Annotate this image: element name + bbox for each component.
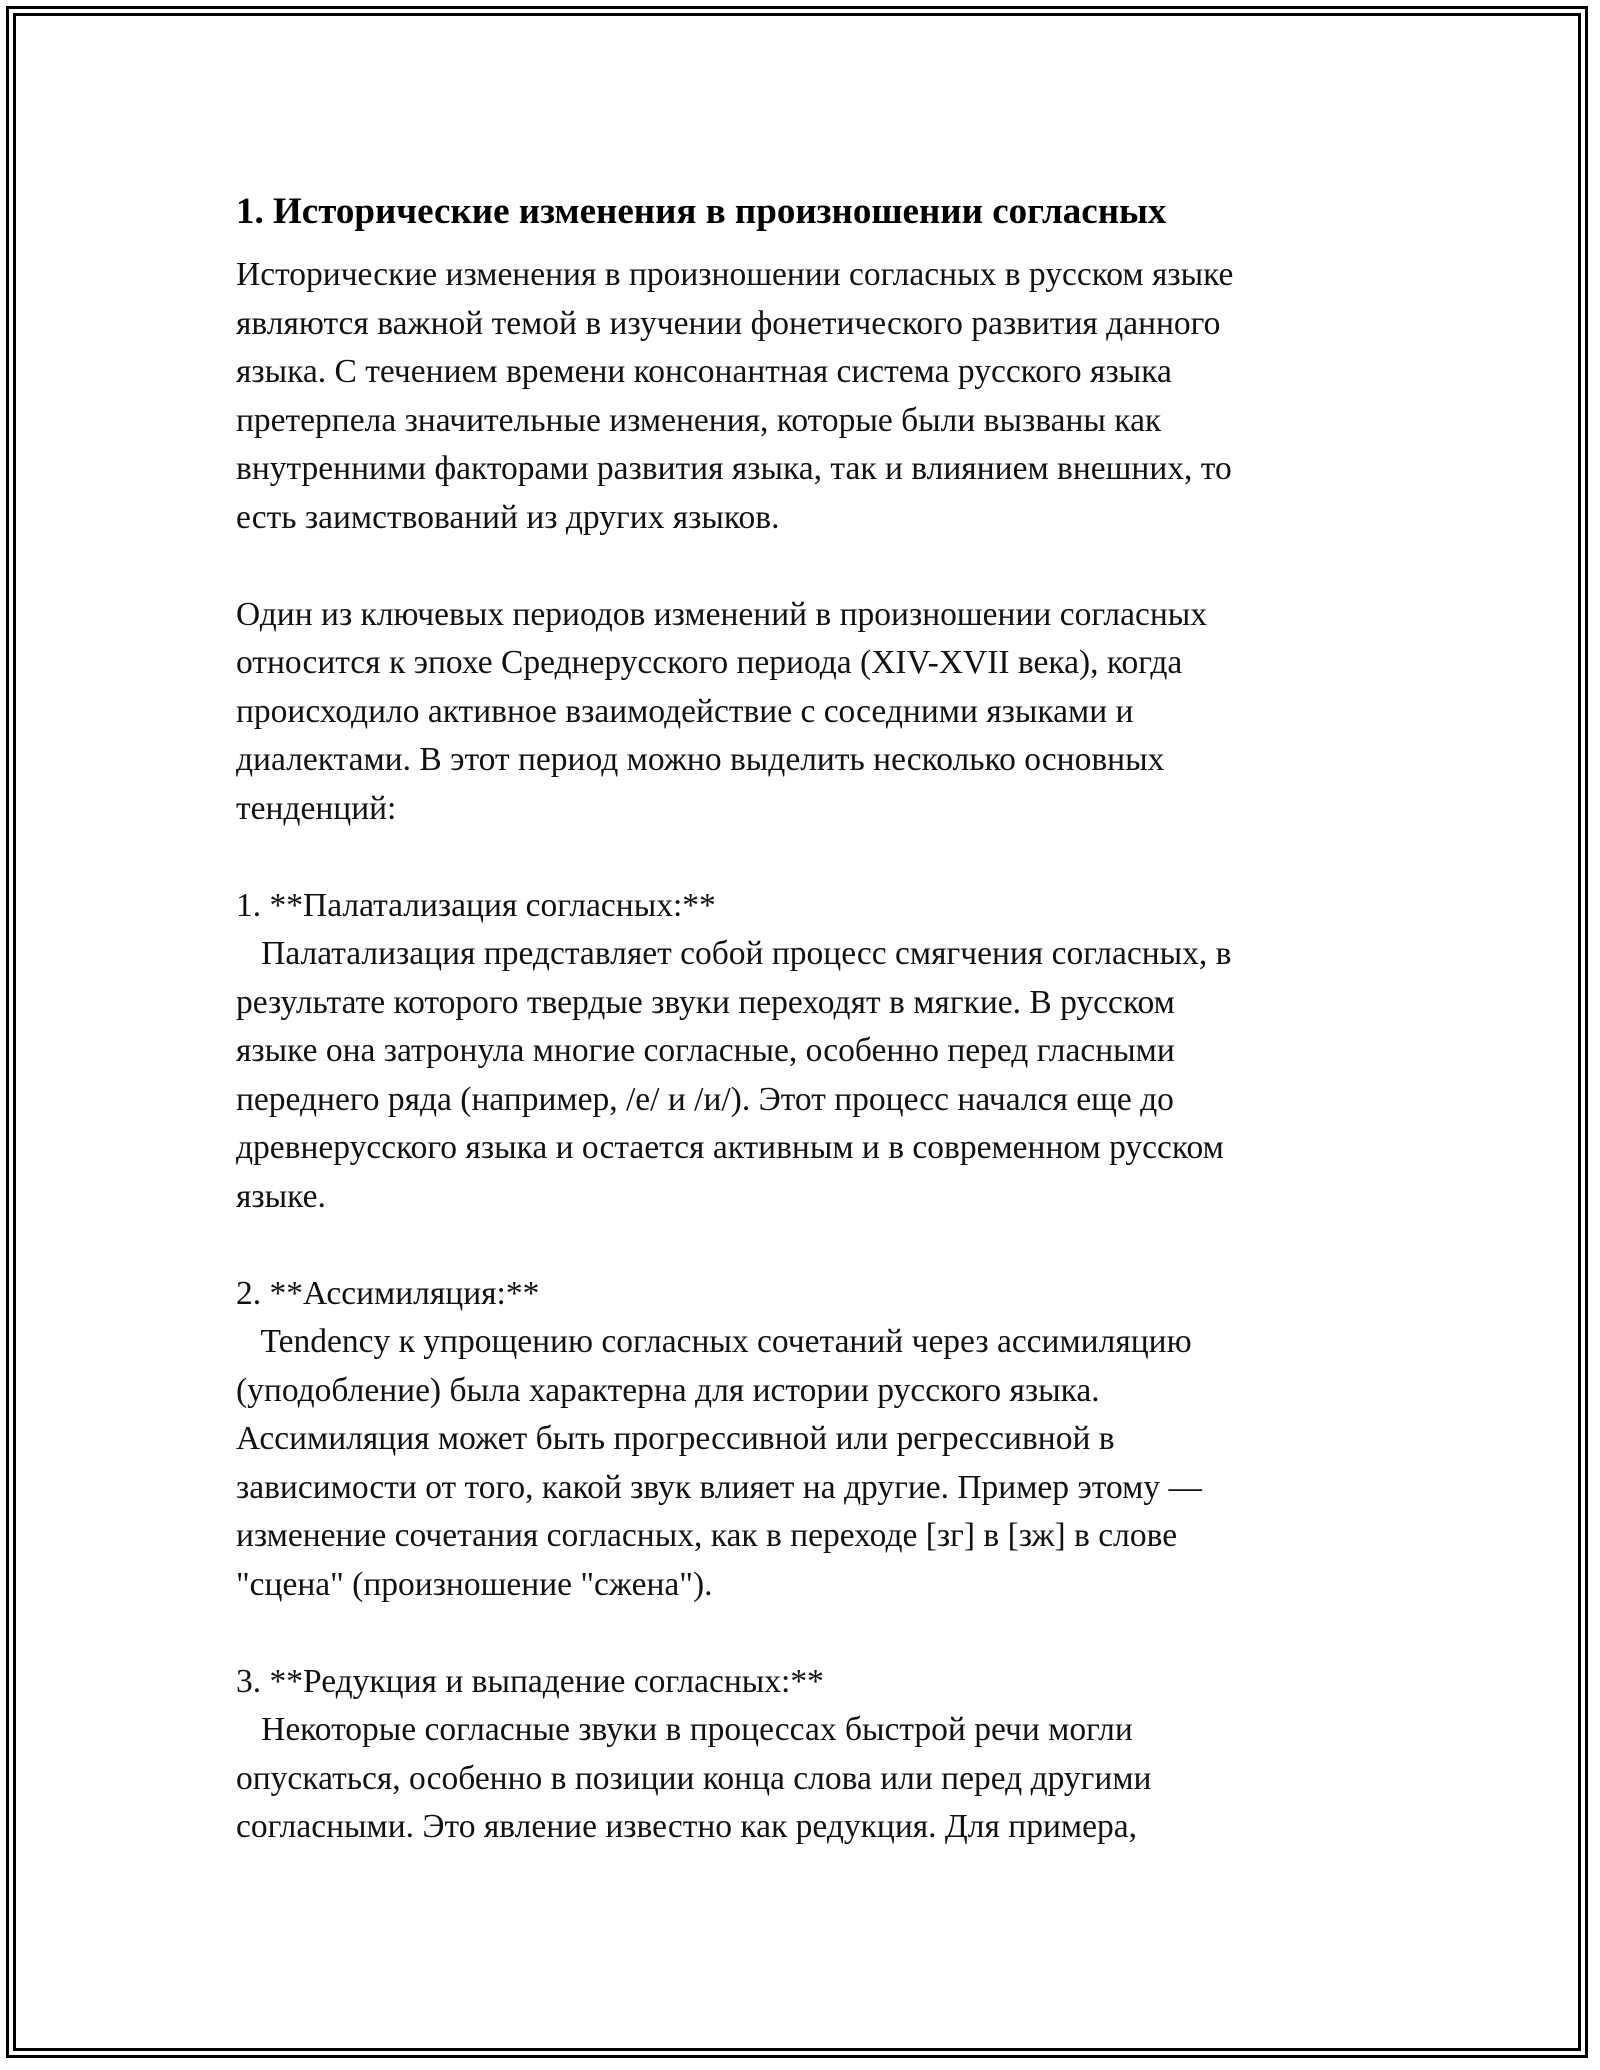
text-line: древнерусского языка и остается активным и в современном русском bbox=[236, 1129, 1224, 1166]
text-line: опускаться, особенно в позиции конца слова или перед другими bbox=[236, 1759, 1152, 1797]
list-item-title: 3. **Редукция и выпадение согласных:** bbox=[236, 1662, 824, 1700]
paragraph-gap bbox=[236, 833, 1366, 882]
list-item-body bbox=[236, 1318, 1366, 1609]
text-line: являются важной темой в изучении фонетического развития данного bbox=[236, 304, 1221, 342]
document-page bbox=[236, 188, 1366, 1852]
text-line: Один из ключевых периодов изменений в произношении согласных bbox=[236, 595, 1208, 633]
text-line: языке она затронула многие согласные, особенно перед гласными bbox=[236, 1032, 1175, 1069]
list-item-reduction bbox=[236, 1658, 1366, 1852]
text-line: Ассимиляция может быть прогрессивной или регрессивной в bbox=[236, 1420, 1115, 1457]
text-line: изменение сочетания согласных, как в переходе [зг] в [зж] в слове bbox=[236, 1517, 1178, 1554]
text-line: Палатализация представляет собой процесс смягчения согласных, в bbox=[236, 935, 1232, 972]
text-line: Некоторые согласные звуки в процессах быстрой речи могли bbox=[236, 1711, 1133, 1748]
intro-paragraph bbox=[236, 251, 1366, 542]
text-line: Tendency к упрощению согласных сочетаний через ассимиляцию bbox=[236, 1323, 1192, 1360]
text-line: претерпела значительные изменения, которые были вызваны как bbox=[236, 401, 1162, 439]
paragraph-gap bbox=[236, 1221, 1366, 1270]
section-heading: 1. Исторические изменения в произношении согласных bbox=[236, 191, 1167, 232]
period-paragraph bbox=[236, 591, 1366, 834]
text-line: языка. С течением времени консонантная система русского языка bbox=[236, 353, 1172, 390]
text-line: внутренними факторами развития языка, так и влиянием внешних, то bbox=[236, 450, 1232, 487]
text-line: результате которого твердые звуки переходят в мягкие. В русском bbox=[236, 983, 1175, 1021]
text-line: диалектами. В этот период можно выделить несколько основных bbox=[236, 741, 1165, 778]
list-item-body bbox=[236, 1706, 1366, 1852]
text-line: тенденций: bbox=[236, 789, 397, 827]
text-line: языке. bbox=[236, 1177, 326, 1215]
text-line: зависимости от того, какой звук влияет на другие. Пример этому — bbox=[236, 1468, 1202, 1506]
list-item-title: 1. **Палатализация согласных:** bbox=[236, 886, 716, 924]
text-line: есть заимствований из других языков. bbox=[236, 498, 780, 536]
text-line: относится к эпохе Среднерусского периода (XIV-XVII века), когда bbox=[236, 644, 1183, 681]
list-item-assimilation bbox=[236, 1270, 1366, 1610]
text-line: переднего ряда (например, /е/ и /и/). Этот процесс начался еще до bbox=[236, 1080, 1174, 1118]
text-line: согласными. Это явление известно как редукция. Для примера, bbox=[236, 1808, 1137, 1845]
text-line: Исторические изменения в произношении согласных в русском языке bbox=[236, 256, 1234, 293]
text-line: происходило активное взаимодействие с соседними языками и bbox=[236, 692, 1134, 730]
list-item-title: 2. **Ассимиляция:** bbox=[236, 1274, 540, 1312]
list-item-body bbox=[236, 930, 1366, 1221]
text-line: (уподобление) была характерна для истории русского языка. bbox=[236, 1371, 1100, 1409]
paragraph-gap bbox=[236, 542, 1366, 591]
list-item-palatalization bbox=[236, 882, 1366, 1222]
text-line: "сцена" (произношение "сжена"). bbox=[236, 1565, 713, 1603]
paragraph-gap bbox=[236, 1609, 1366, 1658]
